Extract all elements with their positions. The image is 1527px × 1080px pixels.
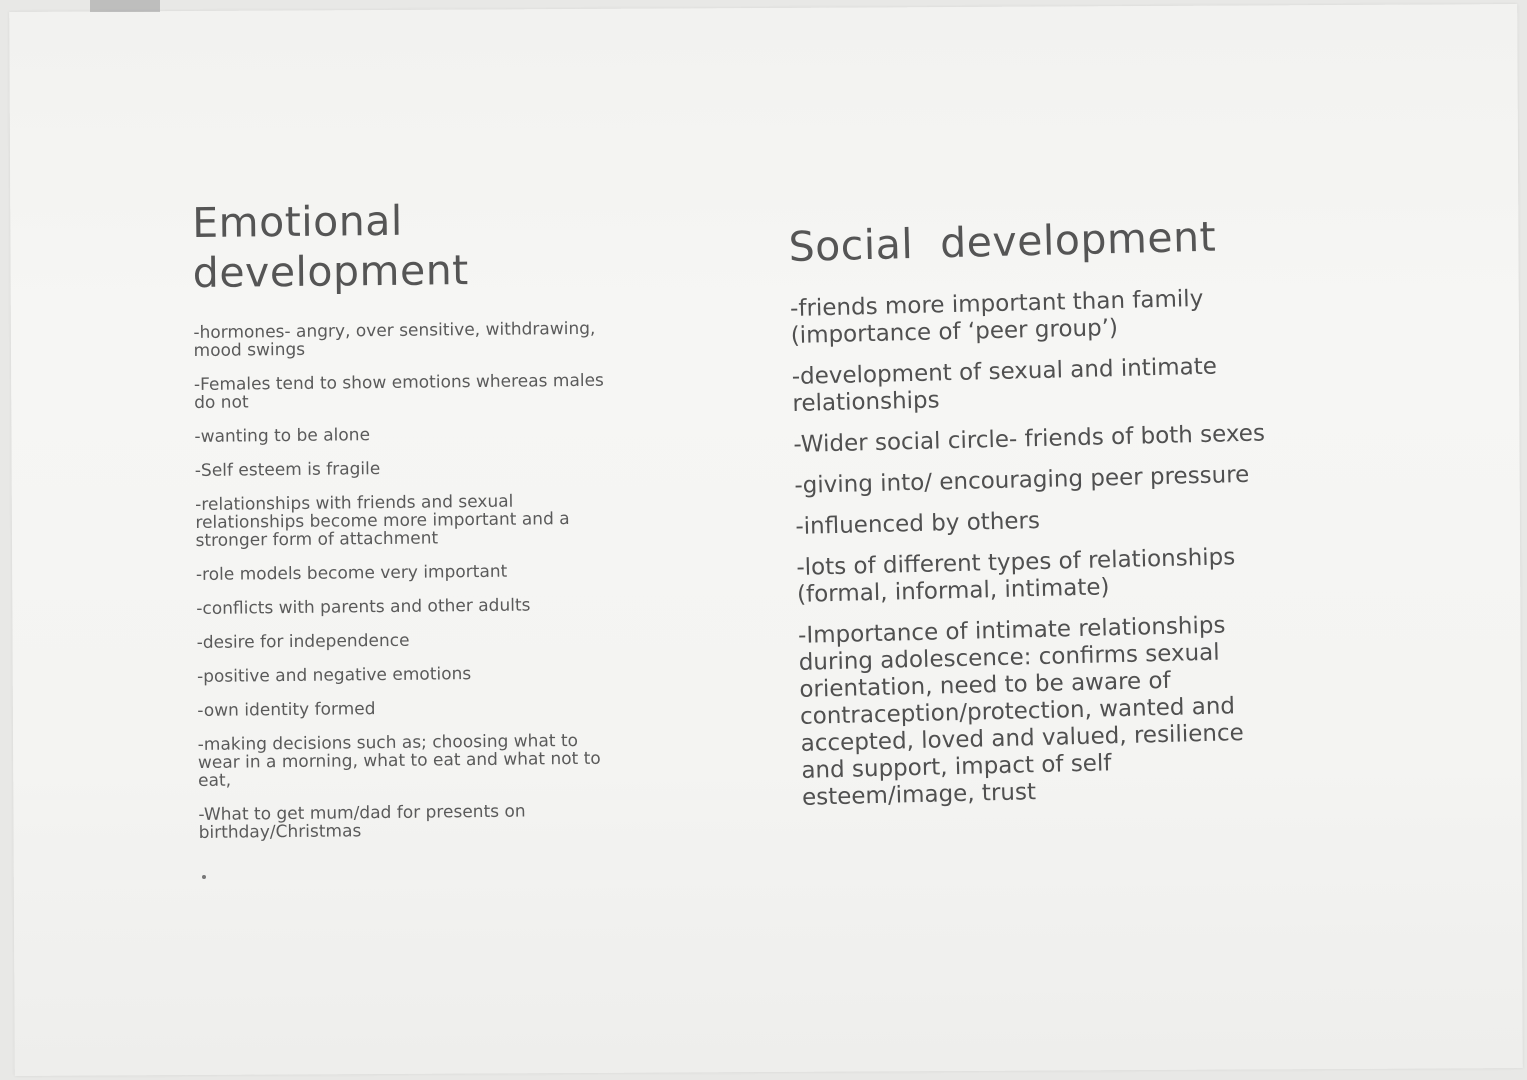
list-item: -positive and negative emotions [196, 664, 472, 687]
list-item: -Self esteem is fragile [194, 459, 381, 481]
social-development-column [788, 210, 1313, 826]
list-item: -Importance of intimate relationships during adolescence: confirms sexual orientation, need to be aware of contraception/protection, wanted and accepted, loved and valued, resilience and support, impact of self esteem/image, trust [797, 612, 1245, 811]
list-item: -lots of different types of relationships (formal, informal, intimate) [796, 544, 1236, 608]
list-item: -own identity formed [197, 699, 376, 721]
list-item: -friends more important than family (importance of ‘peer group’) [789, 285, 1204, 349]
stray-dot [202, 875, 206, 879]
social-development-title: Social development [788, 212, 1217, 271]
emotional-development-list [193, 319, 678, 842]
social-development-list [790, 284, 1312, 812]
emotional-development-title: Emotional development [192, 196, 469, 297]
list-item: -making decisions such as; choosing what to wear in a morning, what to eat and what not to eat, [197, 730, 601, 791]
list-item: -influenced by others [795, 507, 1041, 540]
list-item: -conflicts with parents and other adults [196, 595, 531, 619]
edge-shadow [90, 0, 160, 12]
list-item: -giving into/ encouraging peer pressure [794, 461, 1250, 499]
list-item: -wanting to be alone [194, 425, 371, 447]
list-item: -Females tend to show emotions whereas males do not [193, 370, 604, 413]
list-item: -development of sexual and intimate relationships [791, 353, 1218, 417]
list-item: -desire for independence [196, 630, 410, 653]
list-item: -role models become very important [195, 561, 508, 585]
list-item: -What to get mum/dad for presents on birthday/Christmas [198, 801, 526, 843]
emotional-development-column [192, 193, 679, 858]
list-item: -Wider social circle- friends of both sexes [793, 420, 1266, 458]
list-item: -hormones- angry, over sensitive, withdrawing, mood swings [193, 318, 596, 361]
list-item: -relationships with friends and sexual relationships become more important and a stronger form of attachment [195, 491, 570, 551]
